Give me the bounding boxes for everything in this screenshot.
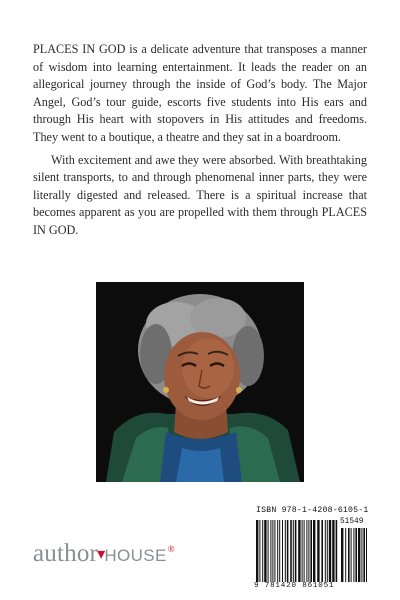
publisher-name-author: author <box>33 540 99 567</box>
blurb-paragraph-2: With excitement and awe they were absorbed. With breathtaking silent transports, to and through phenomenal inner parts, they were literally digested and released. There is a spiritual increase that becomes apparent as you are propelled with them through PLACES IN GOD. <box>33 152 367 237</box>
back-cover-blurb <box>33 41 367 240</box>
barcode-digits: 9 781420 861051 <box>254 582 335 590</box>
barcode-main-bars <box>256 520 338 582</box>
price-code: 51549 <box>340 518 364 526</box>
logo-accent-mark: ▾ <box>97 546 106 563</box>
publisher-name-house: HOUSE <box>104 546 167 565</box>
registered-mark: ® <box>167 543 175 554</box>
isbn-text: ISBN 978-1-4208-6105-1 <box>256 506 369 515</box>
publisher-logo <box>33 540 175 568</box>
blurb-paragraph-1: PLACES IN GOD is a delicate adventure that transposes a manner of wisdom into learning entertainment. It leads the reader on an allegorical journey through the inside of God’s body. The Major Angel, God’s tour guide, escorts five students into His ears and through His heart with stopovers in His attitudes and freedoms. They went to a boutique, a theatre and they sat in a boardroom. <box>33 42 367 144</box>
author-portrait-image <box>96 282 304 482</box>
author-photo <box>96 282 304 482</box>
barcode-addon-bars <box>341 528 369 582</box>
